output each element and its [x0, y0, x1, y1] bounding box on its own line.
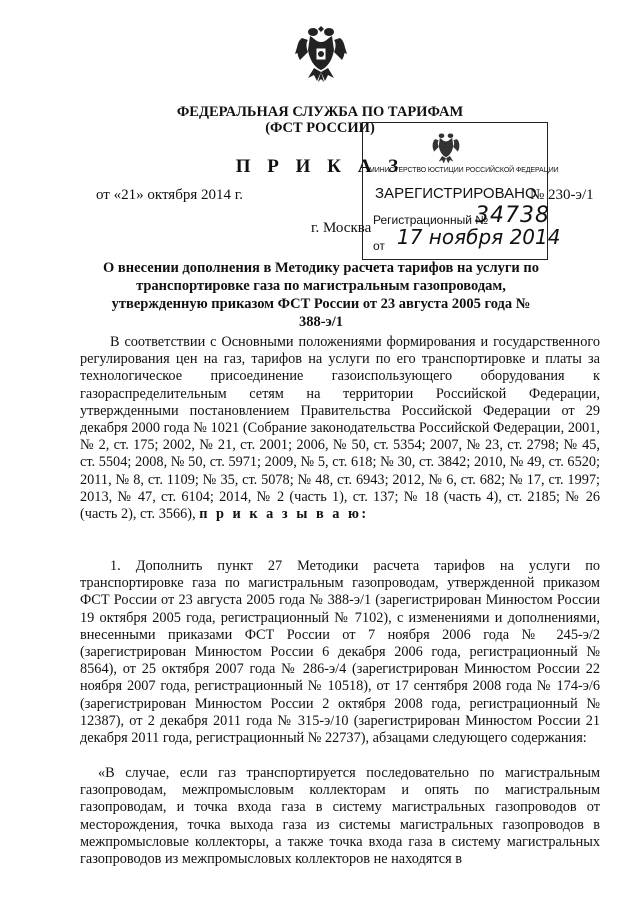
registration-stamp — [362, 122, 561, 260]
stamp-from-label: от — [373, 239, 385, 253]
stamp-reg-number-value: 34738 — [475, 203, 550, 228]
agency-short-name: (ФСТ РОССИИ) — [265, 120, 375, 136]
order-city: г. Москва — [311, 220, 372, 236]
order-title: О внесении дополнения в Методику расчета тарифов на услуги по транспортировке газа по магистральным газопроводам, утвержденную приказом ФСТ России от 23 августа 2005 года № 388-э/1 — [102, 260, 540, 330]
document-type: П Р И К А З — [235, 156, 405, 177]
paragraph-preamble — [80, 334, 600, 523]
eagle-emblem-icon — [294, 20, 348, 84]
order-date: от «21» октября 2014 г. — [96, 187, 243, 203]
preamble-text: В соответствии с Основными положениями формирования и государственного регулирования цен на газ, тарифов на услуги по его транспортировке и платы за технологическое присоединение газоиспользующего оборудования к газораспределительным сетям на территории Российской Федерации, утвержденными постановлением Правительства Российской Федерации от 29 декабря 2000 года № 1021 (Собрание законодательства Российской Федерации, 2001, № 2, ст. 175; 2002, № 21, ст. 2001; 2006, № 50, ст. 5354; 2007, № 23, ст. 2798; № 45, ст. 5504; 2008, № 50, ст. 5971; 2009, № 5, ст. 618; № 30, ст. 3842; 2010, № 49, ст. 6520; 2011, № 8, ст. 1109; № 35, ст. 5078; № 48, ст. 6943; 2012, № 6, ст. 682; № 17, ст. 1997; 2013, № 47, ст. 6104; 2014, № 2 (часть 1), ст. 137; № 18 (часть 4), ст. 2185; № 26 (часть 2), ст. 3566), — [80, 334, 600, 523]
paragraph-quote: «В случае, если газ транспортируется последовательно по магистральным газопроводам, межпромысловым коллекторам и опять по магистральным газопроводам, и точка входа газа в систему магистральных газопроводов от месторождения, точка выхода газа из системы магистральных газопроводов в межпромысловые коллекторы, а также точка входа газа в систему магистральных газопроводов из межпромысловых коллекторов не находятся в — [80, 765, 600, 868]
paragraph-item-1: 1. Дополнить пункт 27 Методики расчета тарифов на услуги по транспортировке газа по магистральным газопроводам, утвержденной приказом ФСТ России от 23 августа 2005 года № 388-э/1 (зарегистрирован Минюстом России 19 октября 2005 года, регистрационный № 7102), с изменениями и дополнениями, внесенными приказами ФСТ России от 7 ноября 2006 года № 245-э/2 (зарегистрирован Минюстом России 6 декабря 2006 года, регистрационный № 8564), от 25 октября 2007 года № 286-э/4 (зарегистрирован Минюстом России 22 ноября 2007 года, регистрационный № 10518), от 17 сентября 2008 года № 174-э/6 (зарегистрирован Минюстом России 2 октября 2008 года, регистрационный № 12387), от 2 декабря 2011 года № 315-э/10 (зарегистрирован Минюстом России 21 декабря 2011 года, регистрационный № 22737), абзацами следующего содержания: — [80, 558, 600, 747]
preamble-order-word: п р и к а з ы в а ю: — [199, 506, 369, 523]
stamp-reg-number-label: Регистрационный № — [373, 213, 489, 227]
stamp-eagle-emblem-icon — [429, 129, 463, 165]
stamp-registered: ЗАРЕГИСТРИРОВАНО — [375, 185, 537, 202]
stamp-org: МИНИСТЕРСТВО ЮСТИЦИИ РОССИЙСКОЙ ФЕДЕРАЦИИ — [369, 167, 559, 174]
stamp-reg-date-value: 17 ноября 2014 — [397, 225, 561, 249]
agency-name: ФЕДЕРАЛЬНАЯ СЛУЖБА ПО ТАРИФАМ — [176, 104, 464, 120]
order-number: № 230-э/1 — [530, 187, 594, 203]
